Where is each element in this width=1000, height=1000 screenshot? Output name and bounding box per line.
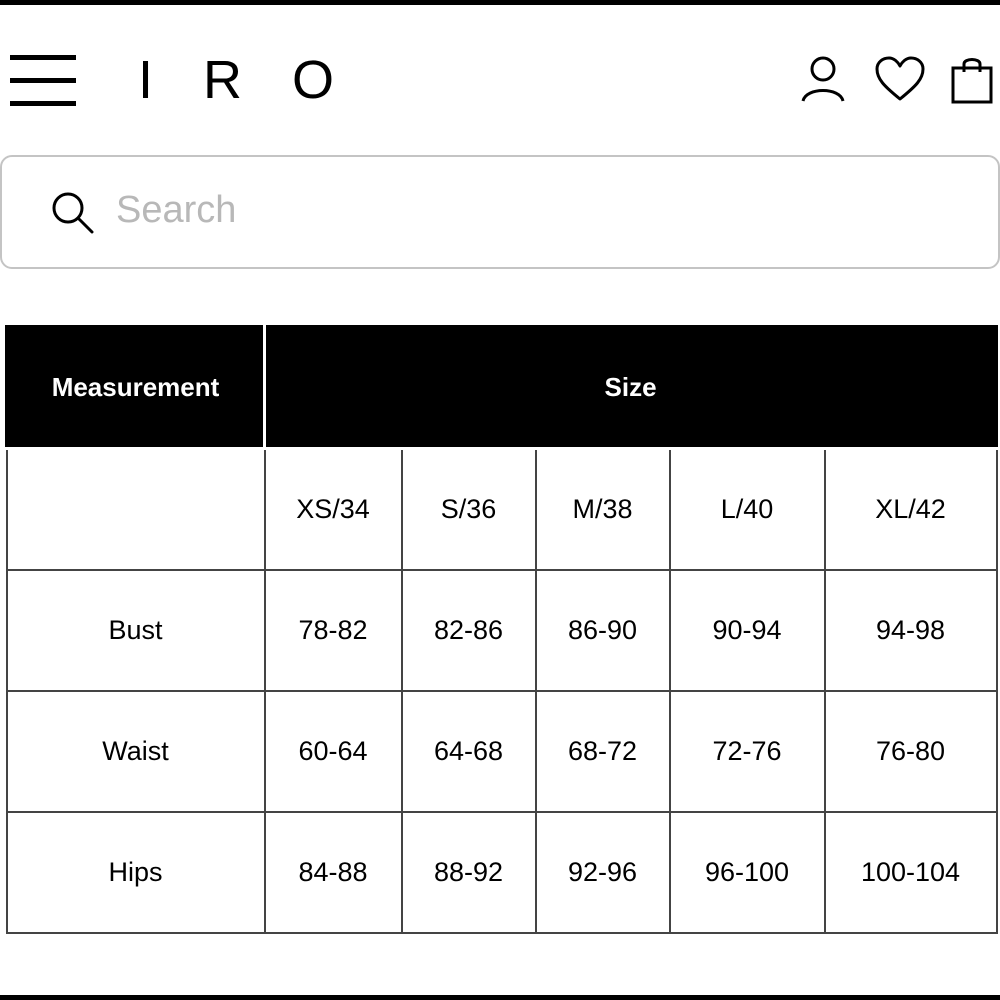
size-column-header: Size [265, 327, 997, 449]
measurement-value: 68-72 [536, 691, 670, 812]
search-input[interactable] [116, 179, 976, 241]
size-label: XS/34 [265, 449, 402, 571]
size-label: L/40 [670, 449, 825, 571]
empty-cell [7, 449, 265, 571]
menu-icon-line [10, 55, 76, 60]
table-header-row [7, 327, 997, 449]
search-bar[interactable] [0, 155, 1000, 269]
measurement-label: Waist [7, 691, 265, 812]
size-labels-row [7, 449, 997, 571]
top-border [0, 0, 1000, 5]
shopping-bag-icon[interactable] [950, 55, 994, 105]
user-icon[interactable] [800, 55, 846, 103]
measurement-value: 60-64 [265, 691, 402, 812]
search-icon[interactable] [50, 190, 94, 234]
size-label: M/38 [536, 449, 670, 571]
measurement-value: 84-88 [265, 812, 402, 933]
measurement-value: 82-86 [402, 570, 536, 691]
measurement-label: Bust [7, 570, 265, 691]
measurement-value: 86-90 [536, 570, 670, 691]
measurement-value: 90-94 [670, 570, 825, 691]
measurement-value: 92-96 [536, 812, 670, 933]
measurement-value: 94-98 [825, 570, 997, 691]
brand-logo[interactable]: IRO [138, 50, 385, 110]
measurement-value: 76-80 [825, 691, 997, 812]
heart-icon[interactable] [874, 55, 926, 103]
measurement-value: 78-82 [265, 570, 402, 691]
measurement-value: 64-68 [402, 691, 536, 812]
menu-icon[interactable] [10, 55, 76, 107]
size-chart-table [5, 325, 998, 934]
measurement-value: 96-100 [670, 812, 825, 933]
bottom-border [0, 995, 1000, 1000]
table-row [7, 570, 997, 691]
measurement-column-header: Measurement [7, 327, 265, 449]
table-row [7, 691, 997, 812]
table-row [7, 812, 997, 933]
size-label: S/36 [402, 449, 536, 571]
menu-icon-line [10, 78, 76, 83]
measurement-label: Hips [7, 812, 265, 933]
size-label: XL/42 [825, 449, 997, 571]
measurement-value: 100-104 [825, 812, 997, 933]
measurement-value: 88-92 [402, 812, 536, 933]
measurement-value: 72-76 [670, 691, 825, 812]
menu-icon-line [10, 101, 76, 106]
